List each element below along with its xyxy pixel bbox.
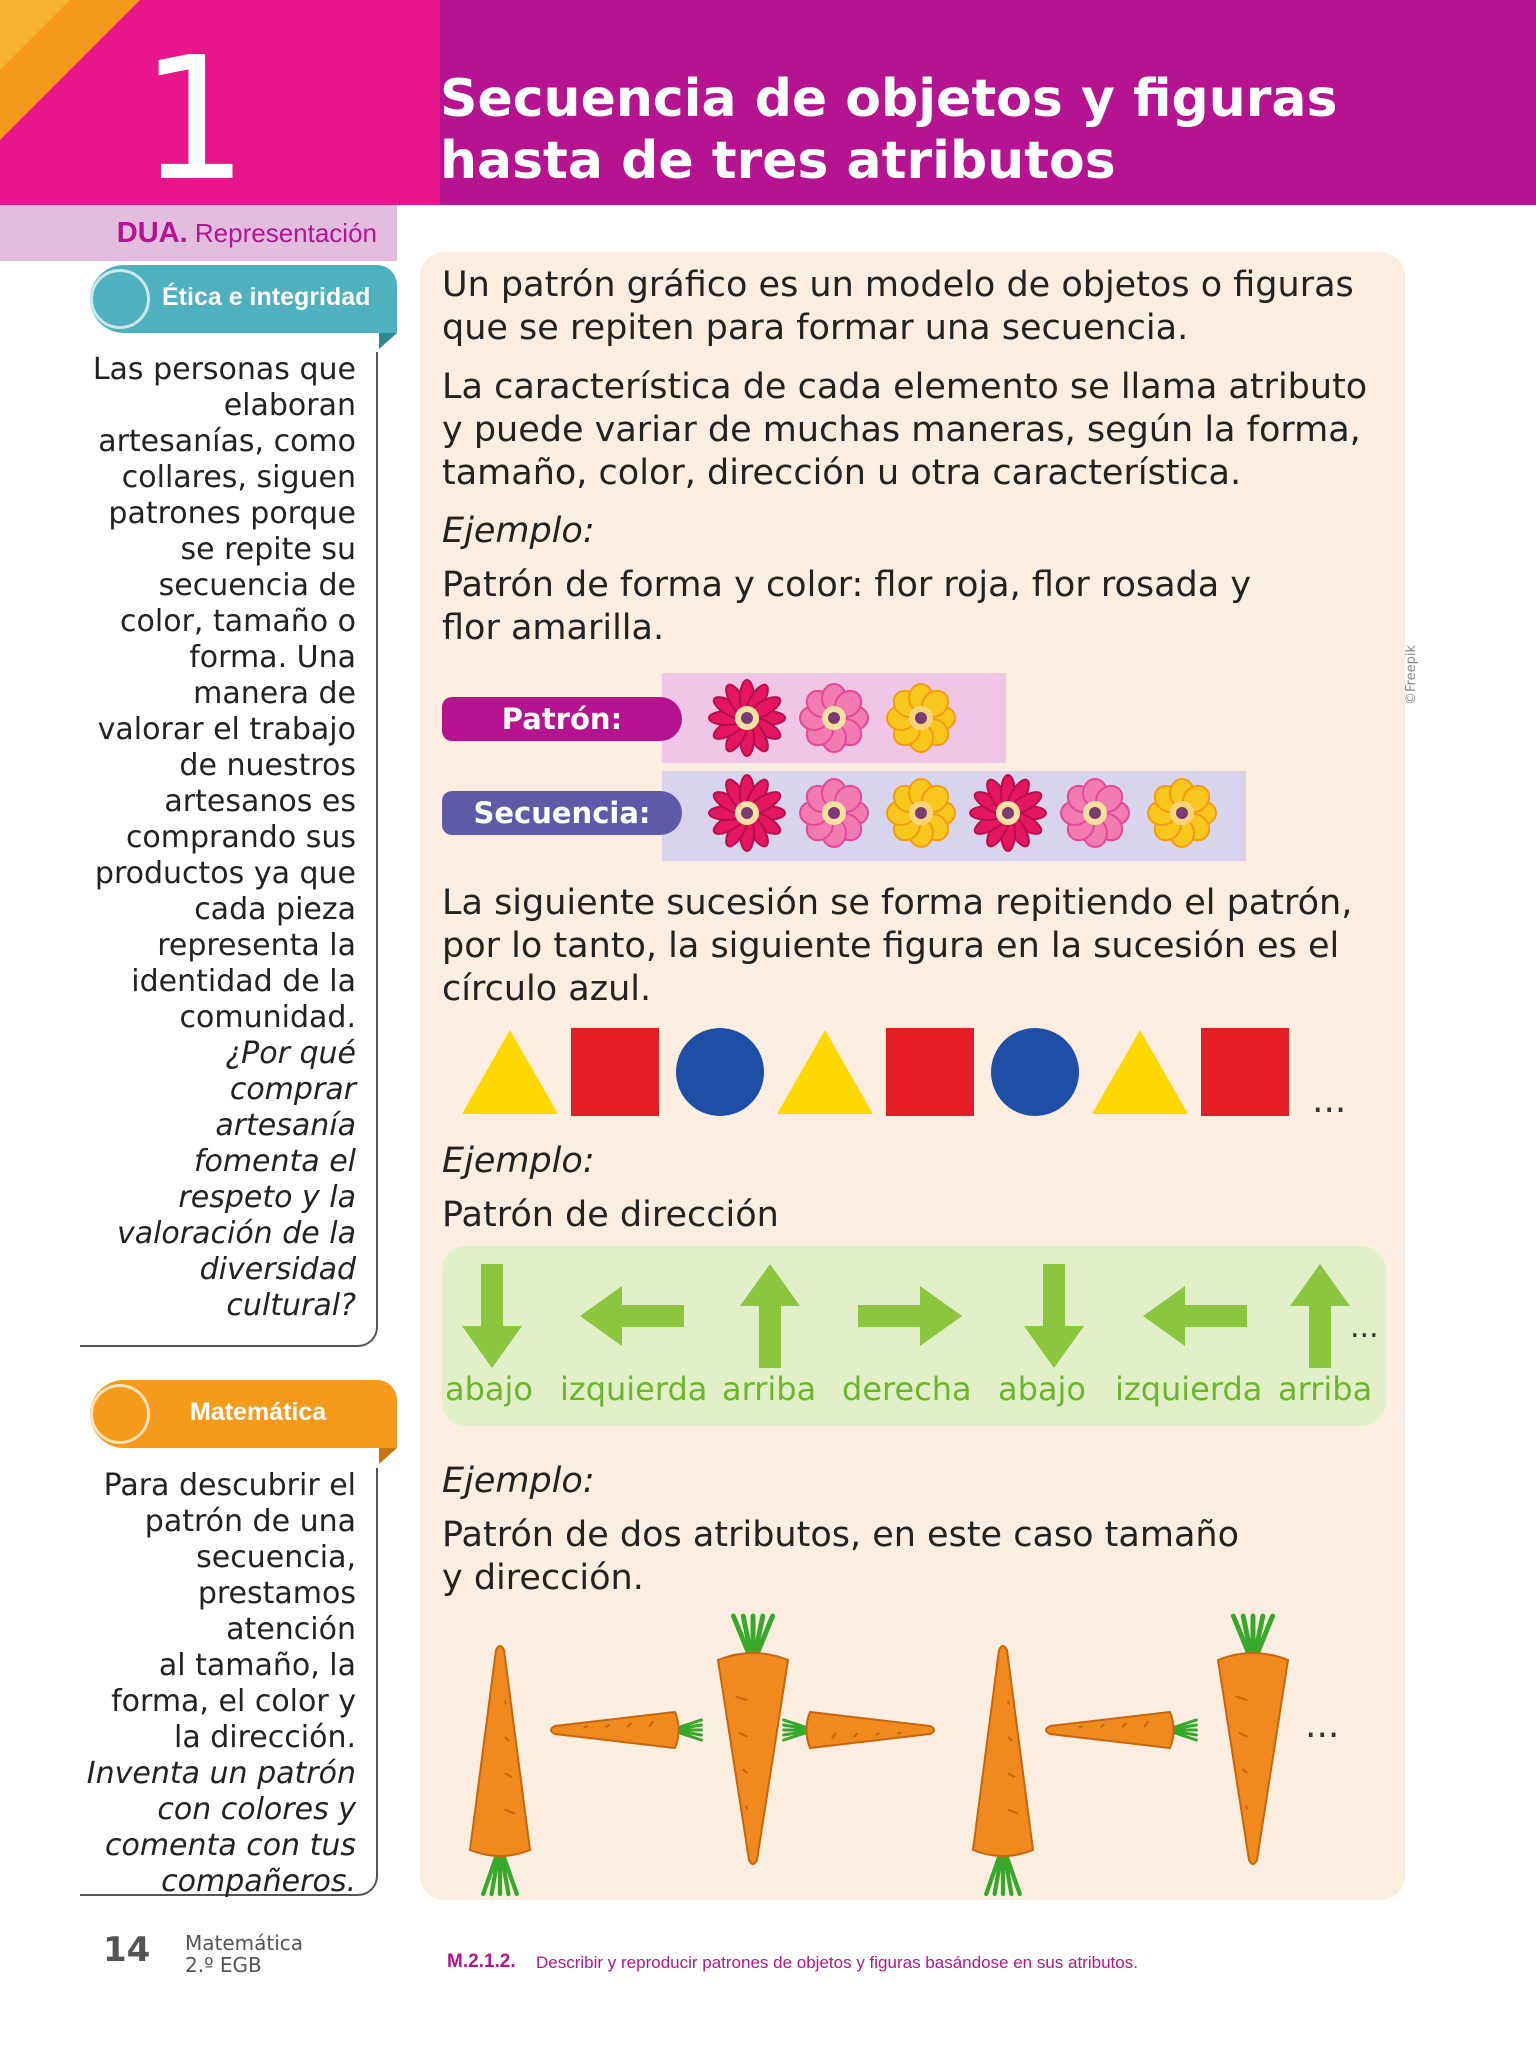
ethics-line: manera de xyxy=(193,676,356,711)
shape-square xyxy=(886,1028,974,1116)
ethics-line: de nuestros xyxy=(179,748,356,783)
ethics-question-line: artesanía xyxy=(215,1108,356,1143)
skill-code: M.2.1.2. xyxy=(447,1951,516,1972)
direction-word: arriba xyxy=(722,1370,817,1408)
page-number: 14 xyxy=(103,1930,151,1970)
shape-square xyxy=(571,1028,659,1116)
ethics-line: comprando sus xyxy=(125,820,356,855)
ethics-line: collares, siguen xyxy=(121,460,356,495)
ethics-question-line: valoración de la xyxy=(116,1216,356,1251)
sequence-label: Secuencia: xyxy=(442,791,682,835)
math-line: prestamos atención xyxy=(197,1576,356,1647)
math-line: Para descubrir el xyxy=(103,1468,356,1503)
shape-square xyxy=(1201,1028,1289,1116)
example-3-text: Patrón de dos atributos, en este caso tamaño y dirección. xyxy=(442,1515,1239,1598)
ethics-body xyxy=(80,352,378,1347)
direction-word: derecha xyxy=(842,1370,972,1408)
ethics-line: productos ya que xyxy=(94,856,356,891)
ethics-line: patrones porque xyxy=(108,496,356,531)
ethics-line: artesanos es xyxy=(164,784,356,819)
subject-label: Matemática 2.º EGB xyxy=(185,1931,304,1977)
math-question-line: comenta con tus xyxy=(104,1828,356,1863)
shapes-sequence xyxy=(462,1022,1342,1122)
sequence-band xyxy=(662,771,1246,861)
ethics-line: identidad de la xyxy=(131,964,356,999)
ethics-question-line: cultural? xyxy=(226,1288,356,1323)
math-line: la dirección. xyxy=(174,1720,356,1755)
ethics-line: Las personas que xyxy=(92,352,356,387)
intro-paragraph-2: La característica de cada elemento se llama atributo y puede variar de muchas maneras, según la forma, tamaño, color, dirección u otra característica. xyxy=(442,367,1368,493)
ethics-question-line: ¿Por qué xyxy=(225,1036,356,1071)
direction-word: abajo xyxy=(998,1370,1086,1408)
math-question-line: con colores y xyxy=(157,1792,356,1827)
example-label-2: Ejemplo: xyxy=(442,1141,595,1181)
math-ring-icon xyxy=(90,1384,150,1444)
shapes-ellipsis: ... xyxy=(1312,1080,1347,1121)
succession-text: La siguiente sucesión se forma repitiendo el patrón, por lo tanto, la siguiente figura en la sucesión es el círculo azul. xyxy=(442,883,1353,1009)
unit-header xyxy=(0,0,1536,205)
ethics-line: comunidad. xyxy=(179,1000,356,1035)
math-question xyxy=(80,1756,356,1900)
math-line: secuencia, xyxy=(196,1540,356,1575)
arrows-ellipsis: ... xyxy=(1350,1310,1379,1345)
ethics-line: valorar el trabajo xyxy=(97,712,356,747)
direction-word: izquierda xyxy=(560,1370,708,1408)
ethics-line: secuencia de xyxy=(158,568,356,603)
math-line: patrón de una xyxy=(144,1504,356,1539)
ethics-ring-icon xyxy=(90,269,150,329)
ethics-line: artesanías, como xyxy=(98,424,356,459)
ethics-line: representa la xyxy=(157,928,356,963)
shape-triangle xyxy=(462,1030,558,1114)
image-credit: ©Freepik xyxy=(1404,645,1419,705)
unit-title-line2: hasta de tres atributos xyxy=(440,131,1116,191)
shape-triangle xyxy=(1092,1030,1188,1114)
unit-title xyxy=(440,68,1500,192)
ethics-line: se repite su xyxy=(180,532,356,567)
shape-circle xyxy=(991,1028,1079,1116)
direction-word: izquierda xyxy=(1115,1370,1263,1408)
ethics-line: cada pieza xyxy=(194,892,356,927)
ethics-text xyxy=(80,352,356,1036)
unit-number: 1 xyxy=(140,21,249,205)
unit-title-line1: Secuencia de objetos y figuras xyxy=(440,69,1338,129)
shape-circle xyxy=(676,1028,764,1116)
ethics-line: forma. Una xyxy=(189,640,356,675)
math-body xyxy=(80,1468,378,1899)
pattern-label: Patrón: xyxy=(442,697,682,741)
ethics-line: color, tamaño o xyxy=(120,604,356,639)
math-tab xyxy=(90,1380,397,1448)
ethics-title: Ética e integridad xyxy=(162,283,371,311)
pattern-band xyxy=(662,673,1006,763)
ethics-question-line: comprar xyxy=(229,1072,356,1107)
dua-label: Representación xyxy=(194,218,377,248)
dua-bold: DUA. xyxy=(116,217,188,249)
shape-triangle xyxy=(777,1030,873,1114)
ethics-question xyxy=(80,1036,356,1324)
direction-word: arriba xyxy=(1278,1370,1373,1408)
example-label-1: Ejemplo: xyxy=(442,511,595,551)
header-orange-corner-light xyxy=(0,0,70,70)
math-line: al tamaño, la xyxy=(158,1648,356,1683)
ethics-question-line: diversidad xyxy=(199,1252,356,1287)
math-title: Matemática xyxy=(190,1398,327,1426)
ethics-question-line: respeto y la xyxy=(178,1180,356,1215)
math-question-line: Inventa un patrón xyxy=(86,1756,356,1791)
ethics-tab xyxy=(90,265,397,333)
math-line: forma, el color y xyxy=(111,1684,356,1719)
skill-text: Describir y reproducir patrones de objetos y figuras basándose en sus atributos. xyxy=(536,1953,1138,1972)
carrots-ellipsis: ... xyxy=(1305,1705,1340,1746)
ethics-line: elaboran xyxy=(223,388,356,423)
ethics-question-line: fomenta el xyxy=(193,1144,356,1179)
example-label-3: Ejemplo: xyxy=(442,1461,595,1501)
direction-word: abajo xyxy=(445,1370,533,1408)
dua-band xyxy=(0,205,397,261)
math-text xyxy=(80,1468,356,1756)
math-question-line: compañeros. xyxy=(161,1864,356,1899)
example-1-text: Patrón de forma y color: flor roja, flor rosada y flor amarilla. xyxy=(442,565,1252,648)
intro-paragraph-1: Un patrón gráfico es un modelo de objetos o figuras que se repiten para formar una secuencia. xyxy=(442,265,1354,348)
direction-title: Patrón de dirección xyxy=(442,1195,779,1235)
